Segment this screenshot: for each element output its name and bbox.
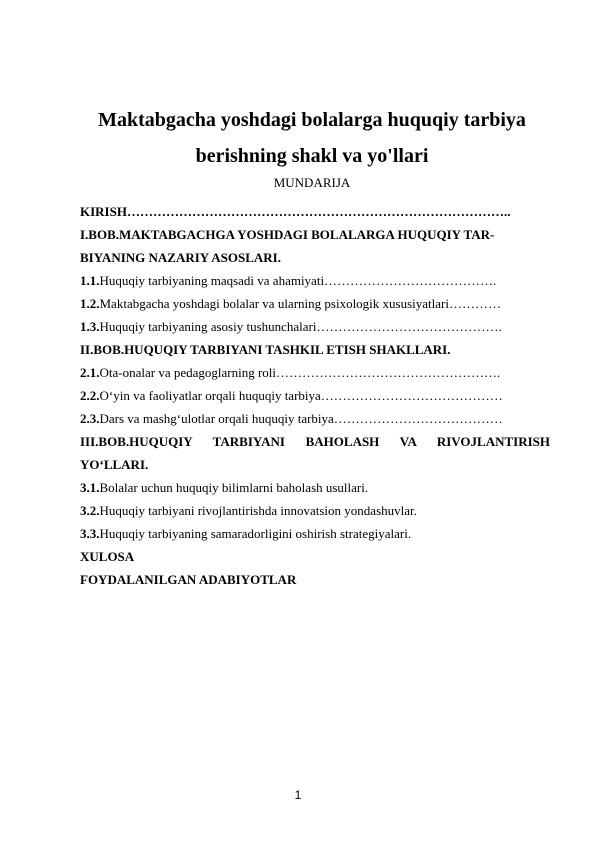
toc-section-text: Huquqiy tarbiyaning samaradorligini oshirish strategiyalari.: [99, 526, 412, 541]
toc-chapter-2-line-1: II.BOB.HUQUQIY TARBIYANI TASHKIL ETISH SHAKLLARI.: [80, 342, 451, 357]
toc-section-3-1: [80, 476, 550, 499]
toc-section-text: Bolalar uchun huquqiy bilimlarni baholash usullari.: [99, 480, 369, 495]
toc-section-number: 2.2.: [80, 388, 100, 403]
toc-section-2-2: [80, 384, 550, 407]
toc-section-3-3: [80, 522, 550, 545]
toc-section-2-3: [80, 407, 550, 430]
document-title-line-1: Maktabgacha yoshdagi bolalarga huquqiy tarbiya: [98, 109, 526, 131]
toc-section-text: Huquqiy tarbiyani rivojlantirishda innovatsion yondashuvlar.: [99, 503, 417, 518]
toc-conclusion: XULOSA: [80, 549, 135, 564]
toc-section-text: Huquqiy tarbiyaning asosiy tushunchalari…………………………………….: [99, 319, 502, 334]
toc-section-number: 2.1.: [80, 365, 100, 380]
toc-section-3-2: [80, 499, 550, 522]
toc-chapter-3-line-2: YO‘LLARI.: [80, 457, 149, 472]
toc-section-1-1: [80, 269, 550, 292]
toc-references: FOYDALANILGAN ADABIYOTLAR: [80, 572, 297, 587]
toc-intro: KIRISH……………………………………………………………………………..: [80, 204, 511, 219]
toc-chapter-1-line-2: BIYANING NAZARIY ASOSLARI.: [80, 250, 281, 265]
toc-section-2-1: [80, 361, 550, 384]
toc-section-number: 3.3.: [80, 526, 100, 541]
toc-section-number: 1.3.: [80, 319, 100, 334]
document-title-line-2: berishning shakl va yo'llari: [195, 145, 429, 167]
toc-chapter-3-line-1: III.BOB.HUQUQIY TARBIYANI BAHOLASH VA RIVOJLANTIRISH: [80, 434, 550, 449]
toc-section-1-3: [80, 315, 550, 338]
toc-section-text: Ota-onalar va pedagoglarning roli…………………………………………….: [99, 365, 501, 380]
toc-section-number: 3.1.: [80, 480, 100, 495]
toc-section-text: Dars va mashg‘ulotlar orqali huquqiy tarbiya…………………………………: [99, 411, 503, 426]
toc-section-number: 2.3.: [80, 411, 100, 426]
table-of-contents: [80, 200, 550, 591]
toc-section-number: 1.2.: [80, 296, 100, 311]
toc-chapter-1-line-1: I.BOB.MAKTABGACHGA YOSHDAGI BOLALARGA HUQUQIY TAR-: [80, 227, 495, 242]
toc-section-number: 3.2.: [80, 503, 100, 518]
page-number: 1: [294, 788, 302, 802]
toc-section-text: O‘yin va faoliyatlar orqali huquqiy tarbiya……………………………………: [99, 388, 503, 403]
toc-section-number: 1.1.: [80, 273, 100, 288]
toc-heading: MUNDARIJA: [273, 175, 351, 190]
toc-section-1-2: [80, 292, 550, 315]
toc-section-text: Huquqiy tarbiyaning maqsadi va ahamiyati………………………………….: [99, 273, 497, 288]
toc-section-text: Maktabgacha yoshdagi bolalar va ularning psixologik xususiyatlari…………: [99, 296, 501, 311]
